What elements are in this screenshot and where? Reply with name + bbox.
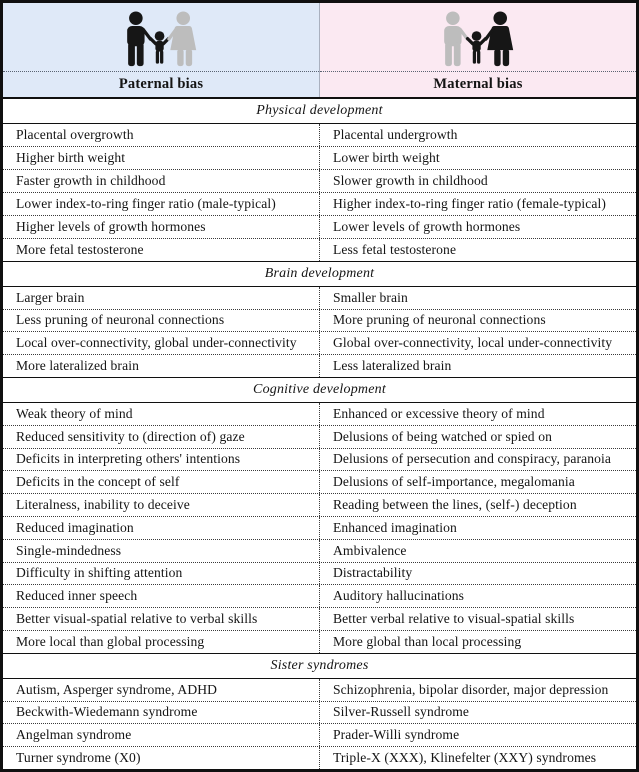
table-row — [3, 354, 636, 377]
mother-and-child-family-icon — [428, 10, 528, 68]
paternal-bias-label: Paternal bias — [3, 71, 319, 97]
maternal-bias-label: Maternal bias — [320, 71, 636, 97]
table-row — [3, 238, 636, 261]
maternal-cell: Silver-Russell syndrome — [333, 704, 470, 720]
paternal-cell: Difficulty in shifting attention — [3, 563, 320, 585]
paternal-cell: Placental overgrowth — [3, 124, 320, 146]
paternal-cell: Beckwith-Wiedemann syndrome — [3, 702, 320, 724]
paternal-cell: Local over-connectivity, global under-connectivity — [3, 332, 320, 354]
maternal-cell: Prader-Willi syndrome — [333, 727, 460, 743]
section-title: Physical development — [3, 99, 636, 124]
maternal-cell: Schizophrenia, bipolar disorder, major depression — [333, 681, 609, 697]
section-sister-syndromes — [3, 653, 636, 769]
table-row — [3, 746, 636, 769]
paternal-cell: Reduced imagination — [3, 517, 320, 539]
maternal-cell: Delusions of self-importance, megalomania — [333, 474, 575, 490]
maternal-cell: Less lateralized brain — [333, 358, 452, 374]
paternal-cell: More fetal testosterone — [3, 239, 320, 261]
table-header — [3, 3, 636, 99]
paternal-cell: Angelman syndrome — [3, 724, 320, 746]
paternal-cell: Faster growth in childhood — [3, 170, 320, 192]
table-row — [3, 607, 636, 630]
table-row — [3, 309, 636, 332]
paternal-cell: Single-mindedness — [3, 540, 320, 562]
paternal-header-cell — [3, 3, 320, 97]
paternal-cell: Literalness, inability to deceive — [3, 494, 320, 516]
maternal-cell: Smaller brain — [333, 289, 408, 305]
table-row — [3, 516, 636, 539]
child-figure — [151, 31, 169, 63]
mother-figure — [169, 11, 196, 66]
maternal-cell: Auditory hallucinations — [333, 588, 465, 604]
table-row — [3, 192, 636, 215]
table-row — [3, 470, 636, 493]
table-row — [3, 539, 636, 562]
maternal-header-cell — [320, 3, 636, 97]
father-figure — [444, 11, 467, 66]
paternal-cell: More local than global processing — [3, 631, 320, 653]
paternal-cell: Weak theory of mind — [3, 403, 320, 425]
paternal-cell: Better visual-spatial relative to verbal skills — [3, 608, 320, 630]
table-row — [3, 679, 636, 701]
table-row — [3, 124, 636, 146]
section-physical-development — [3, 99, 636, 261]
paternal-icon-area — [3, 3, 319, 71]
section-title: Cognitive development — [3, 378, 636, 403]
paternal-cell: Deficits in the concept of self — [3, 471, 320, 493]
maternal-cell: Reading between the lines, (self-) deception — [333, 497, 577, 513]
maternal-cell: Placental undergrowth — [333, 126, 458, 142]
paternal-cell: Reduced inner speech — [3, 585, 320, 607]
table-row — [3, 584, 636, 607]
father-figure — [127, 11, 150, 66]
table-row — [3, 403, 636, 425]
maternal-cell: Slower growth in childhood — [333, 172, 488, 188]
section-title: Brain development — [3, 262, 636, 287]
table-row — [3, 562, 636, 585]
maternal-cell: Better verbal relative to visual-spatial skills — [333, 611, 575, 627]
section-title: Sister syndromes — [3, 654, 636, 679]
maternal-cell: More pruning of neuronal connections — [333, 312, 546, 328]
paternal-cell: Higher birth weight — [3, 147, 320, 169]
mother-figure — [486, 11, 513, 66]
table-row — [3, 169, 636, 192]
maternal-cell: Delusions of being watched or spied on — [333, 428, 552, 444]
paternal-cell: Turner syndrome (X0) — [3, 747, 320, 769]
maternal-cell: Enhanced imagination — [333, 519, 457, 535]
table-row — [3, 425, 636, 448]
table-row — [3, 287, 636, 309]
table-row — [3, 215, 636, 238]
table-row — [3, 701, 636, 724]
table-row — [3, 448, 636, 471]
maternal-cell: Higher index-to-ring finger ratio (female-typical) — [333, 195, 606, 211]
maternal-cell: Lower birth weight — [333, 149, 440, 165]
maternal-cell: Delusions of persecution and conspiracy, paranoia — [333, 451, 612, 467]
maternal-cell: Lower levels of growth hormones — [333, 218, 521, 234]
maternal-cell: Triple-X (XXX), Klinefelter (XXY) syndromes — [333, 750, 597, 766]
table-row — [3, 146, 636, 169]
section-brain-development — [3, 261, 636, 377]
child-figure — [468, 31, 486, 63]
paternal-cell: Autism, Asperger syndrome, ADHD — [3, 679, 320, 701]
table-row — [3, 493, 636, 516]
paternal-cell: Lower index-to-ring finger ratio (male-typical) — [3, 193, 320, 215]
paternal-cell: More lateralized brain — [3, 355, 320, 377]
father-and-child-family-icon — [111, 10, 211, 68]
maternal-cell: Global over-connectivity, local under-connectivity — [333, 335, 613, 351]
section-cognitive-development — [3, 377, 636, 653]
paternal-cell: Larger brain — [3, 287, 320, 309]
table-row — [3, 331, 636, 354]
maternal-cell: More global than local processing — [333, 633, 522, 649]
maternal-cell: Less fetal testosterone — [333, 241, 457, 257]
maternal-cell: Distractability — [333, 565, 413, 581]
paternal-cell: Reduced sensitivity to (direction of) gaze — [3, 426, 320, 448]
paternal-cell: Less pruning of neuronal connections — [3, 310, 320, 332]
paternal-cell: Deficits in interpreting others' intentions — [3, 449, 320, 471]
maternal-cell: Enhanced or excessive theory of mind — [333, 405, 545, 421]
maternal-cell: Ambivalence — [333, 542, 407, 558]
table-row — [3, 630, 636, 653]
paternal-cell: Higher levels of growth hormones — [3, 216, 320, 238]
maternal-icon-area — [320, 3, 636, 71]
table-row — [3, 723, 636, 746]
